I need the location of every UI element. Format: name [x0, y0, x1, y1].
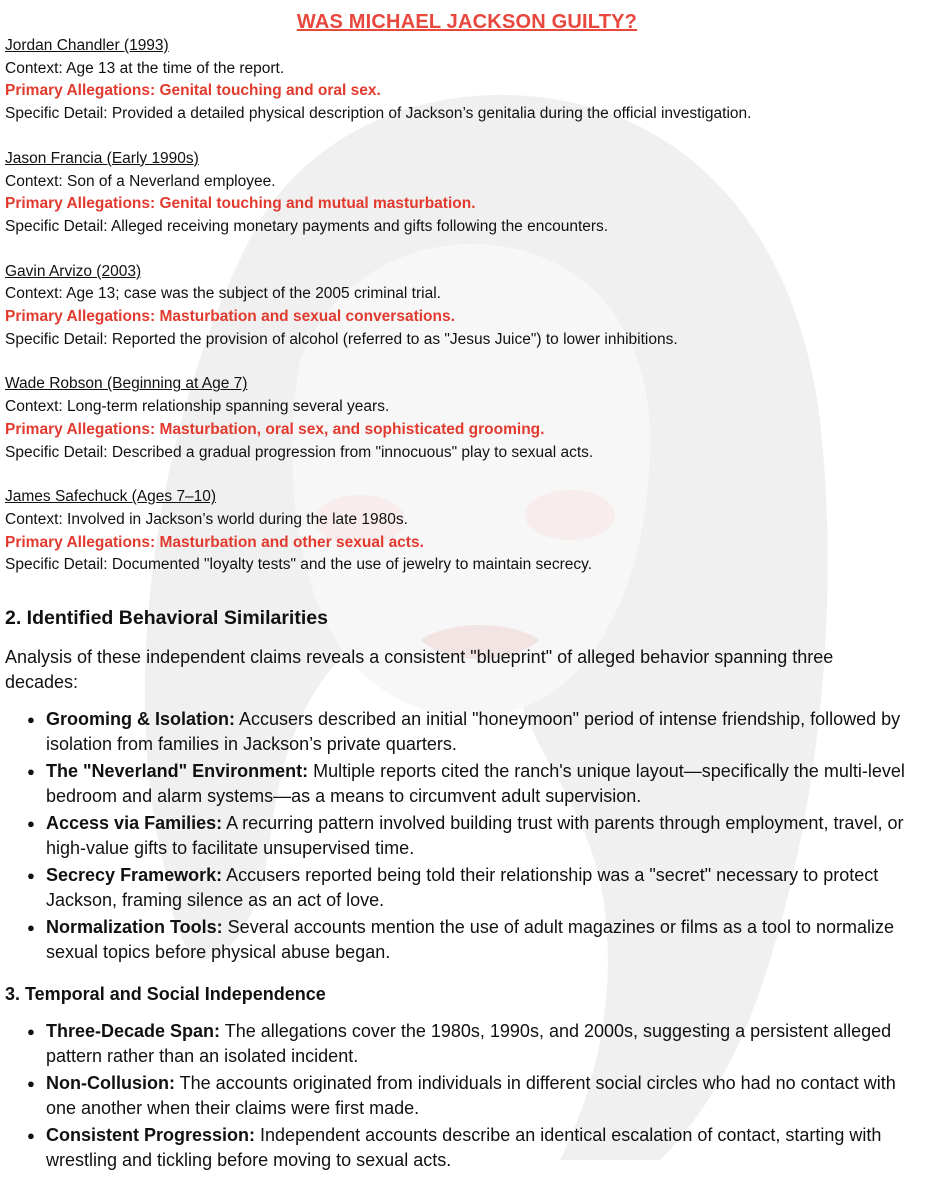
list-item [5, 863, 929, 913]
accuser-name: Gavin Arvizo (2003) [5, 262, 142, 280]
bullet-icon: ● [27, 1024, 35, 1040]
list-item-text: Accusers reported being told their relationship was a "secret" necessary to protect Jackson, framing silence as an act of love. [46, 865, 879, 911]
section-heading-temporal-independence: 3. Temporal and Social Independence [5, 984, 326, 1005]
list-item-text: Independent accounts describe an identical escalation of contact, starting with wrestling and tickling before moving to sexual acts. [46, 1125, 882, 1171]
list-item [5, 1019, 929, 1069]
accuser-name: James Safechuck (Ages 7–10) [5, 488, 217, 506]
list-item [5, 1123, 929, 1173]
accuser-context: Context: Long-term relationship spanning several years. [5, 398, 390, 416]
section-intro-paragraph: Analysis of these independent claims reveals a consistent "blueprint" of alleged behavior spanning three decades: [5, 647, 834, 693]
list-item [5, 707, 929, 757]
list-item [5, 759, 929, 809]
bullet-icon: ● [27, 764, 35, 780]
list-item [5, 811, 929, 861]
list-item-text: Multiple reports cited the ranch's unique layout—specifically the multi-level bedroom and alarm systems—as a means to circumvent adult supervision. [46, 761, 905, 807]
bullet-icon: ● [27, 920, 35, 936]
bullet-icon: ● [27, 1076, 35, 1092]
accuser-entry-gavin-arvizo [5, 261, 929, 352]
list-item-term: Access via Families: [46, 813, 223, 834]
list-item-text: Several accounts mention the use of adult magazines or films as a tool to normalize sexual topics before physical abuse began. [46, 917, 895, 963]
accuser-entry-wade-robson [5, 373, 929, 464]
accuser-context: Context: Age 13; case was the subject of the 2005 criminal trial. [5, 285, 441, 303]
list-item-text: A recurring pattern involved building trust with parents through employment, travel, or high-value gifts to facilitate unsupervised time. [46, 813, 904, 859]
accuser-name: Wade Robson (Beginning at Age 7) [5, 375, 248, 393]
list-item [5, 915, 929, 965]
list-item-term: Consistent Progression: [46, 1125, 256, 1146]
accuser-entry-jordan-chandler [5, 35, 929, 126]
accuser-context: Context: Involved in Jackson’s world during the late 1980s. [5, 510, 408, 528]
accuser-entry-jason-francia [5, 148, 929, 239]
list-item-text: The allegations cover the 1980s, 1990s, and 2000s, suggesting a persistent alleged pattern rather than an isolated incident. [46, 1021, 892, 1067]
bullet-icon: ● [27, 816, 35, 832]
list-item-term: Non-Collusion: [46, 1073, 175, 1094]
accuser-allegations: Primary Allegations: Masturbation, oral sex, and sophisticated grooming. [5, 420, 545, 438]
accuser-context: Context: Son of a Neverland employee. [5, 172, 276, 190]
list-item-term: Secrecy Framework: [46, 865, 223, 886]
accuser-name: Jordan Chandler (1993) [5, 37, 169, 54]
accuser-detail: Specific Detail: Reported the provision of alcohol (referred to as "Jesus Juice") to lower inhibitions. [5, 330, 678, 348]
accuser-allegations: Primary Allegations: Masturbation and sexual conversations. [5, 308, 455, 326]
list-item-term: The "Neverland" Environment: [46, 761, 309, 782]
behavioral-similarities-list [5, 707, 929, 965]
list-item-term: Grooming & Isolation: [46, 709, 235, 730]
accuser-detail: Specific Detail: Provided a detailed physical description of Jackson’s genitalia during the official investigation. [5, 105, 752, 123]
list-item-text: The accounts originated from individuals in different social circles who had no contact with one another when their claims were first made. [46, 1073, 896, 1119]
list-item-term: Normalization Tools: [46, 917, 223, 938]
list-item-text: Accusers described an initial "honeymoon" period of intense friendship, followed by isolation from families in Jackson’s private quarters. [46, 709, 901, 755]
bullet-icon: ● [27, 1128, 35, 1144]
bullet-icon: ● [27, 868, 35, 884]
list-item [5, 1071, 929, 1121]
accuser-context: Context: Age 13 at the time of the report. [5, 59, 285, 77]
list-item-term: Three-Decade Span: [46, 1021, 221, 1042]
page-title: WAS MICHAEL JACKSON GUILTY? [296, 11, 638, 33]
temporal-independence-list [5, 1019, 929, 1173]
section-temporal-independence [5, 981, 929, 1173]
section-heading-behavioral-similarities: 2. Identified Behavioral Similarities [5, 607, 328, 630]
bullet-icon: ● [27, 712, 35, 728]
accuser-name: Jason Francia (Early 1990s) [5, 149, 199, 167]
accuser-detail: Specific Detail: Described a gradual progression from "innocuous" play to sexual acts. [5, 443, 594, 461]
accuser-allegations: Primary Allegations: Genital touching and oral sex. [5, 82, 381, 100]
accuser-entry-james-safechuck [5, 486, 929, 577]
accuser-detail: Specific Detail: Documented "loyalty tests" and the use of jewelry to maintain secrecy. [5, 556, 593, 574]
accuser-detail: Specific Detail: Alleged receiving monetary payments and gifts following the encounters. [5, 217, 609, 235]
accuser-allegations: Primary Allegations: Masturbation and other sexual acts. [5, 533, 424, 551]
accuser-allegations: Primary Allegations: Genital touching and mutual masturbation. [5, 195, 476, 213]
